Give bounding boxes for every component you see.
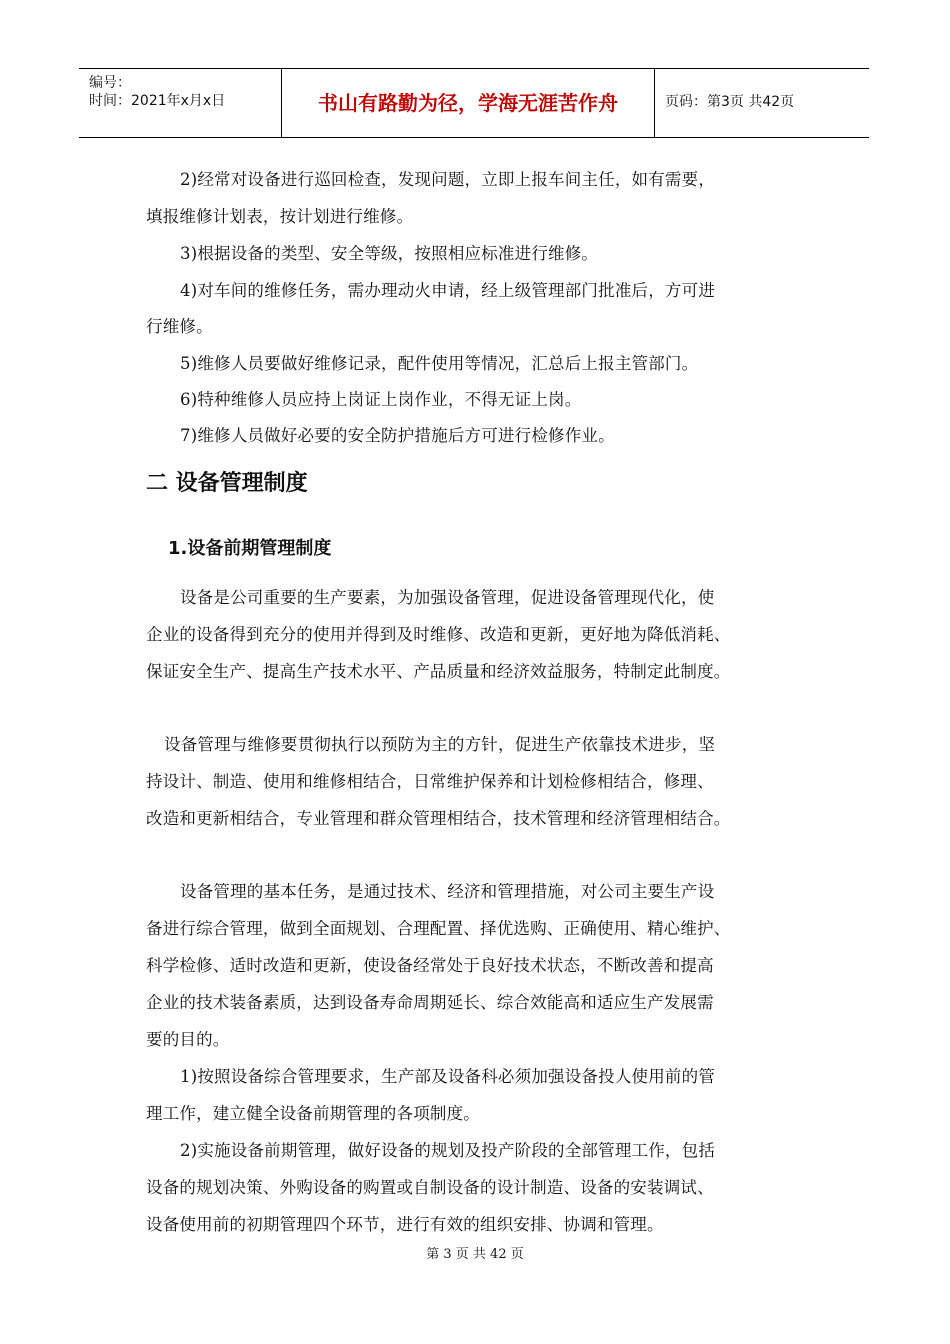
paragraph-line: 设备管理与维修要贯彻执行以预防为主的方针，促进生产依靠技术进步，坚	[164, 735, 716, 754]
paragraph-line: 设备是公司重要的生产要素，为加强设备管理，促进设备管理现代化，使	[180, 588, 715, 607]
header-motto-cell	[282, 69, 655, 137]
paragraph-line: 设备使用前的初期管理四个环节，进行有效的组织安排、协调和管理。	[146, 1215, 664, 1234]
header-motto: 书山有路勤为径，学海无涯苦作舟	[318, 91, 618, 115]
header-info-cell	[79, 69, 282, 137]
body-line: 3)根据设备的类型、安全等级，按照相应标准进行维修。	[180, 244, 599, 263]
paragraph-line: 2)实施设备前期管理，做好设备的规划及投产阶段的全部管理工作，包括	[180, 1141, 716, 1160]
paragraph-line: 企业的技术装备素质，达到设备寿命周期延长、综合效能高和适应生产发展需	[146, 993, 714, 1012]
paragraph-line: 设备的规划决策、外购设备的购置或自制设备的设计制造、设备的安装调试、	[146, 1178, 714, 1197]
header-page-cell	[655, 69, 869, 137]
paragraph-line: 1)按照设备综合管理要求，生产部及设备科必须加强设备投人使用前的管	[180, 1067, 716, 1086]
paragraph-line: 设备管理的基本任务，是通过技术、经济和管理措施，对公司主要生产设	[180, 882, 715, 901]
document-date: 时间：2021年x月x日	[89, 93, 226, 109]
page-footer: 第 3 页 共 42 页	[426, 1247, 524, 1262]
paragraph-line: 理工作，建立健全设备前期管理的各项制度。	[146, 1104, 480, 1123]
body-line: 填报维修计划表，按计划进行维修。	[146, 207, 414, 226]
paragraph-line: 持设计、制造、使用和维修相结合，日常维护保养和计划检修相结合，修理、	[146, 772, 714, 791]
header-page-code: 页码：第3页 共42页	[665, 94, 795, 110]
page-header	[79, 68, 869, 138]
body-line: 4)对车间的维修任务，需办理动火申请，经上级管理部门批准后，方可进	[180, 281, 716, 300]
body-line: 5)维修人员要做好维修记录，配件使用等情况，汇总后上报主管部门。	[180, 354, 699, 373]
body-line: 2)经常对设备进行巡回检查，发现问题，立即上报车间主任，如有需要，	[180, 170, 716, 189]
body-line: 7)维修人员做好必要的安全防护措施后方可进行检修作业。	[180, 426, 615, 445]
paragraph-line: 备进行综合管理，做到全面规划、合理配置、择优选购、正确使用、精心维护、	[146, 919, 731, 938]
paragraph-line: 科学检修、适时改造和更新，使设备经常处于良好技术状态，不断改善和提高	[146, 956, 714, 975]
body-line: 行维修。	[146, 317, 213, 336]
document-number-label: 编号：	[89, 75, 131, 91]
body-line: 6)特种维修人员应持上岗证上岗作业，不得无证上岗。	[180, 390, 582, 409]
paragraph-line: 改造和更新相结合，专业管理和群众管理相结合，技术管理和经济管理相结合。	[146, 809, 731, 828]
paragraph-line: 企业的设备得到充分的使用并得到及时维修、改造和更新，更好地为降低消耗、	[146, 625, 731, 644]
subsection-title: 1.设备前期管理制度	[168, 538, 332, 559]
paragraph-line: 要的目的。	[146, 1030, 230, 1049]
paragraph-line: 保证安全生产、提高生产技术水平、产品质量和经济效益服务，特制定此制度。	[146, 662, 731, 681]
section-title: 二 设备管理制度	[146, 471, 308, 496]
